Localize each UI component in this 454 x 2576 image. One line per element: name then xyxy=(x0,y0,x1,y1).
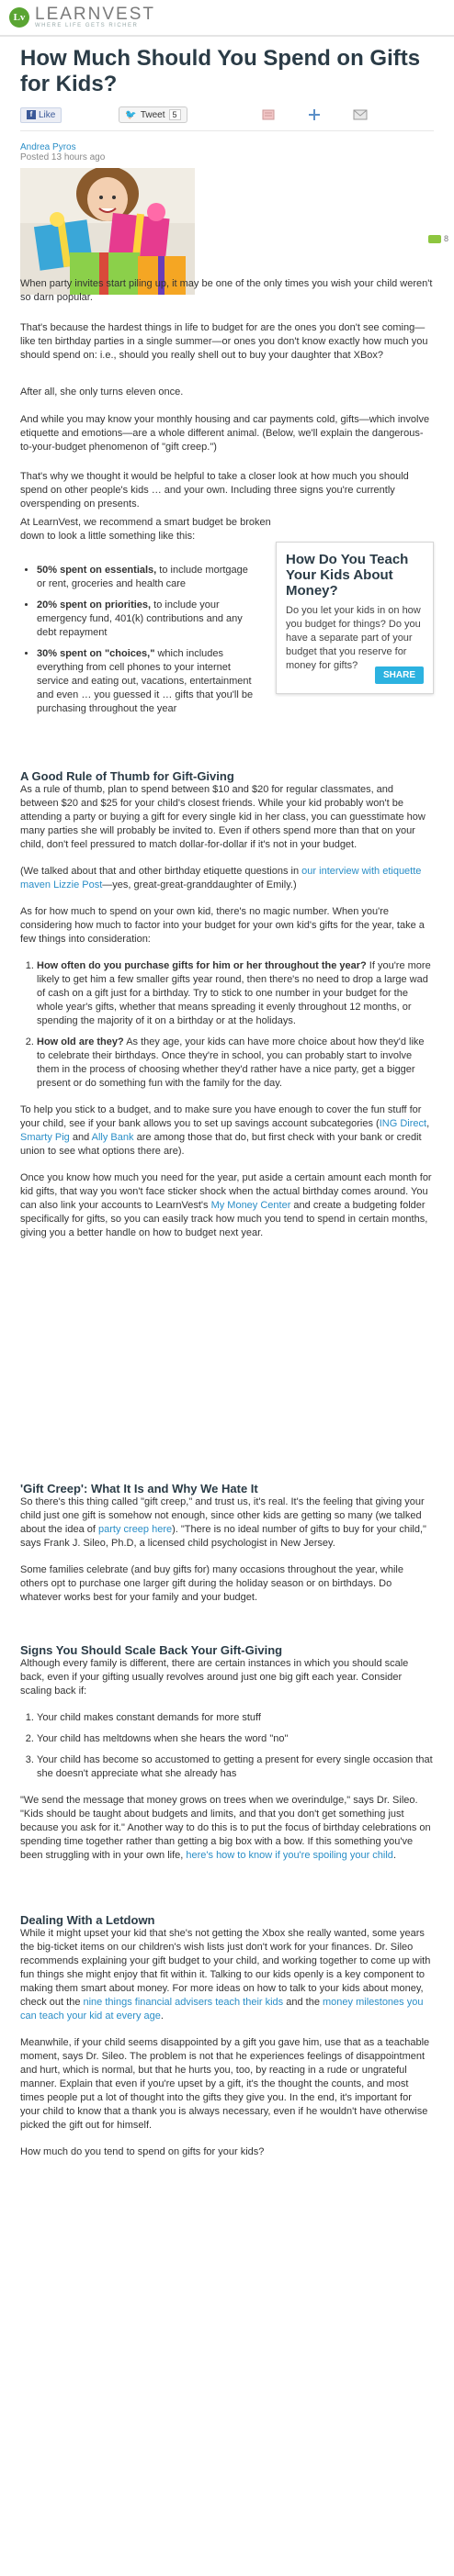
list-item: 1. Your child makes constant demands for more stuff xyxy=(37,1711,434,1725)
paragraph: When party invites start piling up, it may be one of the only times you wish your child weren't so darn popular. xyxy=(20,278,433,303)
hero-image-child-with-gifts xyxy=(20,168,195,295)
article-title: How Much Should You Spend on Gifts for Kids? xyxy=(20,46,421,96)
ing-direct-link[interactable]: ING Direct xyxy=(379,1118,427,1129)
party-creep-link[interactable]: party creep here xyxy=(98,1524,173,1535)
paragraph: And while you may know your monthly housing and car payments cold, gifts—which involve etiquette and emotions—are a whole different animal. (Below, we'll explain the dangerous-to-your-budget phenomenon of "gift creep.") xyxy=(20,414,430,453)
tweet-button[interactable] xyxy=(119,106,187,123)
list-item: 1. How often do you purchase gifts for him or her throughout the year? If you're more likely to get him a few smaller gifts year round, then there's no need to drop a large wad of cash on a gift just for a birthday. Try to stick to one number in your budget for the whole year's gifts, whether that means spreading it evenly throughout 12 months, or spending the majority of it on a birthday or at the holidays. xyxy=(37,959,434,1028)
print-icon[interactable] xyxy=(261,109,276,120)
discussion-box xyxy=(276,542,434,694)
lizzie-post-link[interactable]: our interview with etiquette maven Lizzie Post xyxy=(20,866,422,890)
paragraph: After all, she only turns eleven once. xyxy=(20,386,184,398)
section-letdown: Dealing With a Letdown While it might upset your kid that she's not getting the Xbox she really wanted, some years the big-ticket items on our children's wish lists just don't work for your finances. Dr. Sileo recommends explaining your gift budget to your child, and working together to come up with fun things she might enjoy that fit within it. Talking to our kids openly is a key component to making them smart about money. For more ideas on how to talk to your kids about money, check out the nine things financial advisers teach their kids and the money milestones you can teach your kid at every age. Meanwhile, if your child seems disappointed by a gift you gave him, use that as a teachable moment, says Dr. Sileo. The problem is not that he experiences feelings of disappointment and hurt, which is normal, but that he hurts you, too, by reacting in a rude or ungrateful manner. Explain that even if you're upset by a gift, it's the thought the counts, and most times people put a lot of thought into the gifts they give you. In the end, it's important for your child to know that a thank you is always necessary, even if he wouldn't have otherwise picked the gift out for himself. How much do you tend to spend on gifts for your kids? xyxy=(20,1913,434,2159)
budget-list xyxy=(20,564,259,716)
tweet-label: Tweet xyxy=(140,109,165,120)
discussion-text: Do you let your kids in on how you budget for things? Do you have a separate part of your budget that you reserve for money for gifts? xyxy=(286,605,421,671)
list-item: 2. How old are they? As they age, your kids can have more choice about how they'd like to celebrate their birthdays. Once they're in school, you can probably start to involve them in the process of choosing whether they'd rather have a nice party, get a bigger present or do something fun with the family for the day. xyxy=(37,1036,434,1091)
list-item: • 30% spent on "choices," which includes everything from cell phones to your internet service and eating out, vacations, entertainment and even … you guessed it … gifts that you'll be purchasing throughout the year xyxy=(37,647,259,716)
list-item: 3. Your child has become so accustomed to getting a present for every single occasion that she doesn't appreciate what she already has xyxy=(37,1753,434,1781)
logo-mark[interactable]: Lv xyxy=(9,7,29,28)
smarty-pig-link[interactable]: Smarty Pig xyxy=(20,1132,70,1143)
article-body xyxy=(20,321,434,363)
section-heading: A Good Rule of Thumb for Gift-Giving xyxy=(20,769,234,783)
paragraph: That's because the hardest things in life to budget for are the ones you don't see coming—like ten birthday parties in a single summer—or ones you don't know exactly how much you should spend on: i.e., should you really shell out to buy your daughter that XBox? xyxy=(20,322,428,361)
share-button[interactable]: SHARE xyxy=(375,666,424,684)
brand-tagline: WHERE LIFE GETS RICHER xyxy=(35,23,139,28)
twitter-icon: 🐦 xyxy=(125,109,137,120)
comment-count[interactable]: 8 xyxy=(428,234,448,243)
section-gift-creep: 'Gift Creep': What It Is and Why We Hate It So there's this thing called "gift creep," and trust us, it's real. It's the feeling that giving your child just one gift is somehow not enough, since other kids are getting so many (we talked about the idea of party creep here). "There is no ideal number of gifts to buy for your child," says Frank J. Sileo, Ph.D, a licensed child psychologist in New Jersey. Some families celebrate (and buy gifts for) many occasions throughout the year, while others opt to purchase one larger gift during the holiday season or on birthdays. Do whatever works best for your family and your budget. xyxy=(20,1482,434,1605)
email-icon[interactable] xyxy=(353,109,368,120)
list-item: 2. Your child has meltdowns when she hears the word "no" xyxy=(37,1732,434,1746)
comment-bubble-icon xyxy=(428,235,441,243)
section-heading: Dealing With a Letdown xyxy=(20,1913,155,1927)
share-bar xyxy=(20,105,434,131)
section-scale-back: Signs You Should Scale Back Your Gift-Giving Although every family is different, there are certain instances in which you should scale back, even if your gifting usually revolves around just one big gift each year. Consider scaling back if: 1. Your child makes constant demands for more stuff 2. Your child has meltdowns when she hears the word "no" 3. Your child has become so accustomed to getting a present for every single occasion that she doesn't appreciate what she already has "We send the message that money grows on trees when we overindulge," says Dr. Sileo. "Kids should be taught about budgets and limits, and that you don't get something just because you ask for it." Another way to do this is to put the focus of birthday celebrations on spending time together rather than getting a big box with a bow. If this something you've been struggling with in your own life, here's how to know if you're spoiling your child. xyxy=(20,1643,434,1863)
facebook-like-button[interactable] xyxy=(20,107,62,123)
section-rule-of-thumb: A Good Rule of Thumb for Gift-Giving As a rule of thumb, plan to spend between $10 and $20 for regular classmates, and between $20 and $25 for your child's closest friends. While your kid probably won't be attending a party or buying a gift for every single kid in her class, you can guesstimate how many parties she will probably be invited to. Even if others spend more than that on your child, don't feel pressured to match dollar-for-dollar if it's not in your budget. (We talked about that and other birthday etiquette questions in our interview with etiquette maven Lizzie Post—yes, great-great-granddaughter of Emily.) As for how much to spend on your own kid, there's no magic number. When you're considering how much to factor into your budget for your own kid's gifts for the year, take a few things into consideration: 1. How often do you purchase gifts for him or her throughout the year? If you're more likely to get him a few smaller gifts year round, then there's no need to drop a large wad of cash on a gift just for a birthday. Try to stick to one number in your budget for the whole year's gifts, whether that means spreading it evenly throughout 12 months, or spending the majority of it on a birthday or at the holidays. 2. How old are they? As they age, your kids can have more choice about how they'd like to celebrate their birthdays. Once they're in school, you can probably start to involve them in the process of choosing whether they'd rather have a nice party, get a bigger present or do something fun with the family for the day. To help you stick to a budget, and to make sure you have enough to cover the fun stuff for your child, see if your bank allows you to set up savings account subcategories (ING Direct, Smarty Pig and Ally Bank are among those that do, but first check with your bank or credit union to see what options there are). Once you know how much you need for the year, put aside a certain amount each month for kid gifts, that way you won't face sticker shock when the actual birthday comes around. You can also link your accounts to LearnVest's My Money Center and create a budgeting folder specifically for gifts, so you can easily track how much you tend to spend in certain months, giving you a better handle on how to budget next year. xyxy=(20,769,434,1240)
money-milestones-link[interactable]: money milestones you can teach your kid at every age xyxy=(20,1997,424,2022)
scale-back-list xyxy=(20,1711,434,1781)
spoiling-child-link[interactable]: here's how to know if you're spoiling your child xyxy=(186,1850,393,1861)
logo[interactable] xyxy=(35,6,155,28)
advisers-teach-kids-link[interactable]: nine things financial advisers teach their kids xyxy=(83,1997,284,2008)
discussion-title: How Do You Teach Your Kids About Money? xyxy=(286,552,409,599)
list-item: • 50% spent on essentials, to include mortgage or rent, groceries and health care xyxy=(37,564,259,591)
like-label: Like xyxy=(39,109,56,120)
list-item: • 20% spent on priorities, to include your emergency fund, 401(k) contributions and any debt repayment xyxy=(37,599,259,640)
posted-time: Posted 13 hours ago xyxy=(20,152,106,162)
add-icon[interactable] xyxy=(307,109,322,120)
paragraph: That's why we thought it would be helpful to take a closer look at how much you should spend on other people's kids … and your own. Including three signs you're currently overspending on presents. xyxy=(20,471,409,510)
ally-bank-link[interactable]: Ally Bank xyxy=(91,1132,134,1143)
my-money-center-link[interactable]: My Money Center xyxy=(210,1200,291,1211)
facebook-icon: f xyxy=(27,110,36,119)
tweet-count: 5 xyxy=(169,109,181,120)
considerations-list xyxy=(20,959,434,1091)
brand-name: LEARNVEST xyxy=(35,5,155,24)
section-heading: Signs You Should Scale Back Your Gift-Giving xyxy=(20,1643,283,1657)
author-link[interactable]: Andrea Pyros xyxy=(20,142,76,152)
paragraph: At LearnVest, we recommend a smart budget be broken down to look a little something like this: xyxy=(20,517,271,542)
section-heading: 'Gift Creep': What It Is and Why We Hate It xyxy=(20,1482,258,1495)
site-header xyxy=(0,0,454,37)
article-body xyxy=(20,277,434,305)
byline xyxy=(20,142,434,162)
